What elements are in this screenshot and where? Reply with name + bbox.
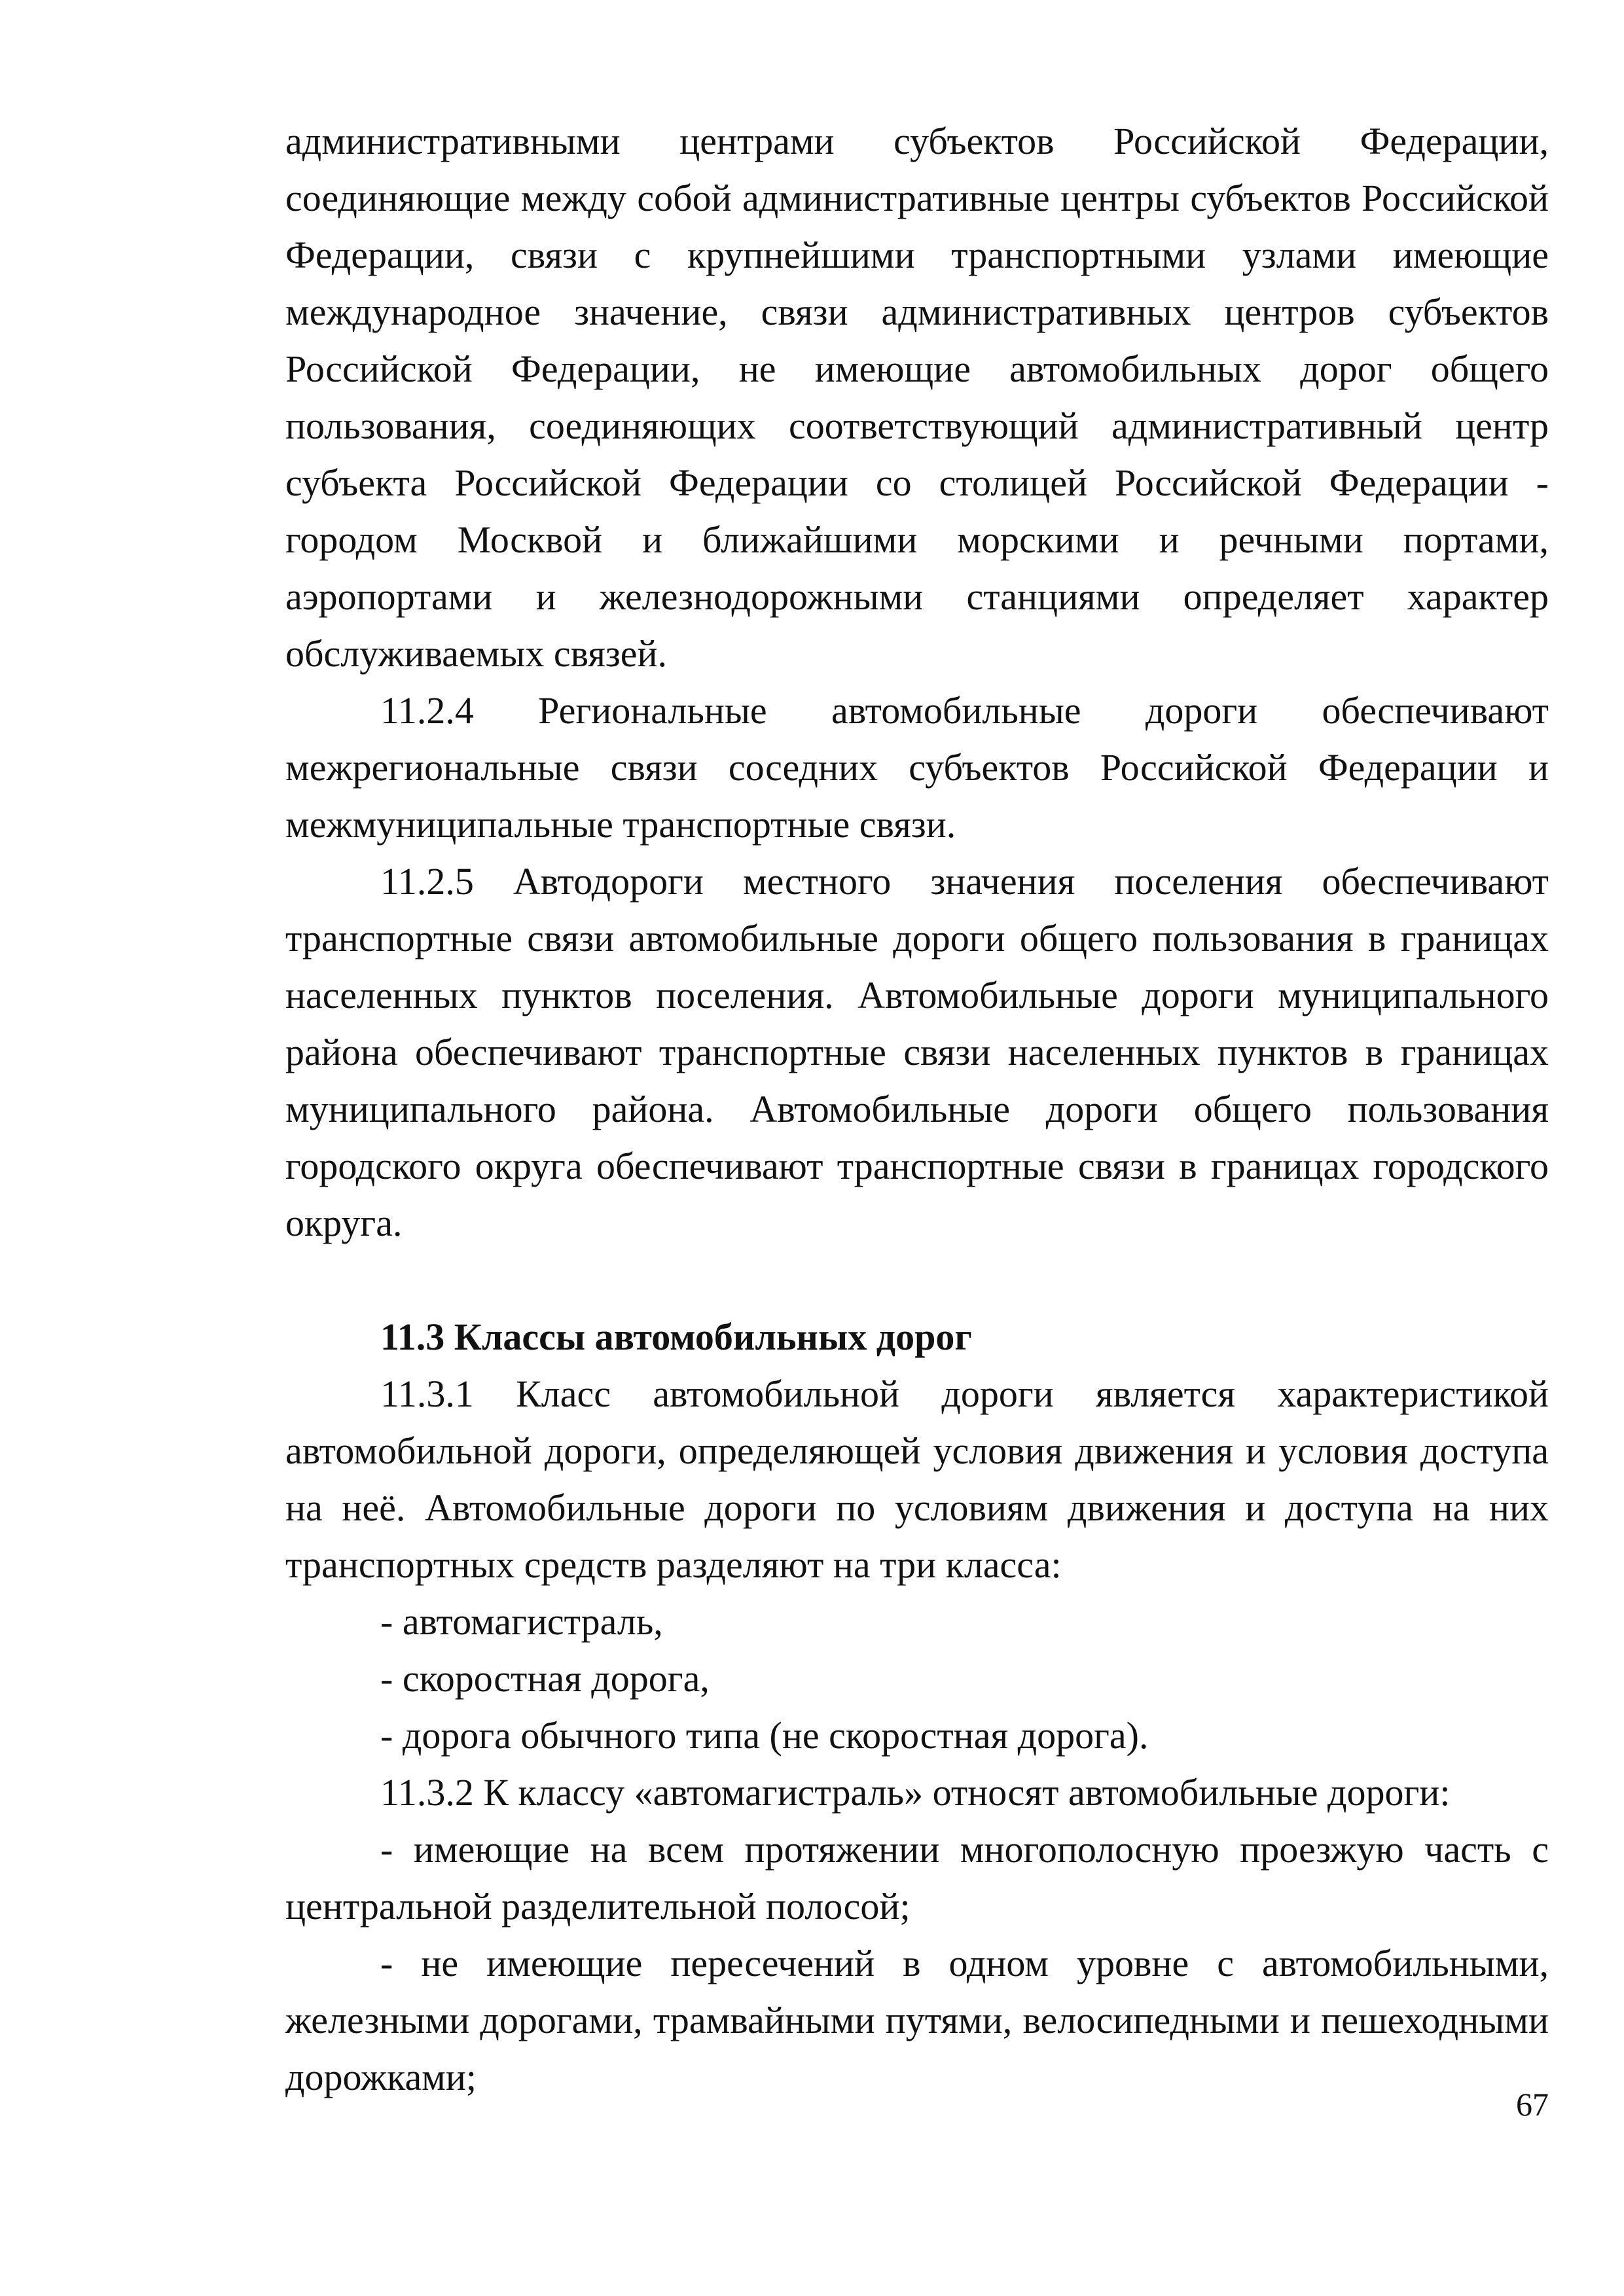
- paragraph-11-2-5: 11.2.5 Автодороги местного значения поселения обеспечивают транспортные связи автомобильные дороги общего пользования в границах населенных пунктов поселения. Автомобильные дороги муниципального района обеспечивают транспортные связи населенных пунктов в границах муниципального района. Автомобильные дороги общего пользования городского округа обеспечивают транспортные связи в границах городского округа.: [285, 860, 1549, 1244]
- section-heading: 11.3 Классы автомобильных дорог: [380, 1316, 972, 1358]
- list-item-motorway: - автомагистраль,: [380, 1600, 663, 1643]
- paragraph-11-2-4: 11.2.4 Региональные автомобильные дороги обеспечивают межрегиональные связи соседних субъектов Российской Федерации и межмуниципальные транспортные связи.: [285, 689, 1549, 846]
- page-number: 67: [1516, 2086, 1549, 2123]
- criteria-item-no-level-crossings: - не имеющие пересечений в одном уровне с автомобильными, железными дорогами, трамвайными путями, велосипедными и пешеходными дорожками;: [285, 1942, 1549, 2098]
- body-text: [285, 113, 1549, 2106]
- paragraph-11-3-1: 11.3.1 Класс автомобильной дороги является характеристикой автомобильной дороги, определяющей условия движения и условия доступа на неё. Автомобильные дороги по условиям движения и доступа на них транспортных средств разделяют на три класса:: [285, 1372, 1549, 1586]
- list-item-expressway: - скоростная дорога,: [380, 1657, 710, 1700]
- paragraph-11-3-2: 11.3.2 К классу «автомагистраль» относят автомобильные дороги:: [380, 1771, 1451, 1814]
- criteria-item-multilane: - имеющие на всем протяжении многополосную проезжую часть с центральной разделительной полосой;: [285, 1828, 1549, 1928]
- paragraph-continuation: административными центрами субъектов Российской Федерации, соединяющие между собой административные центры субъектов Российской Федерации, связи с крупнейшими транспортными узлами имеющие международное значение, связи административных центров субъектов Российской Федерации, не имеющие автомобильных дорог общего пользования, соединяющих соответствующий административный центр субъекта Российской Федерации со столицей Российской Федерации - городом Москвой и ближайшими морскими и речными портами, аэропортами и железнодорожными станциями определяет характер обслуживаемых связей.: [285, 120, 1549, 675]
- list-item-ordinary-road: - дорога обычного типа (не скоростная дорога).: [380, 1714, 1149, 1757]
